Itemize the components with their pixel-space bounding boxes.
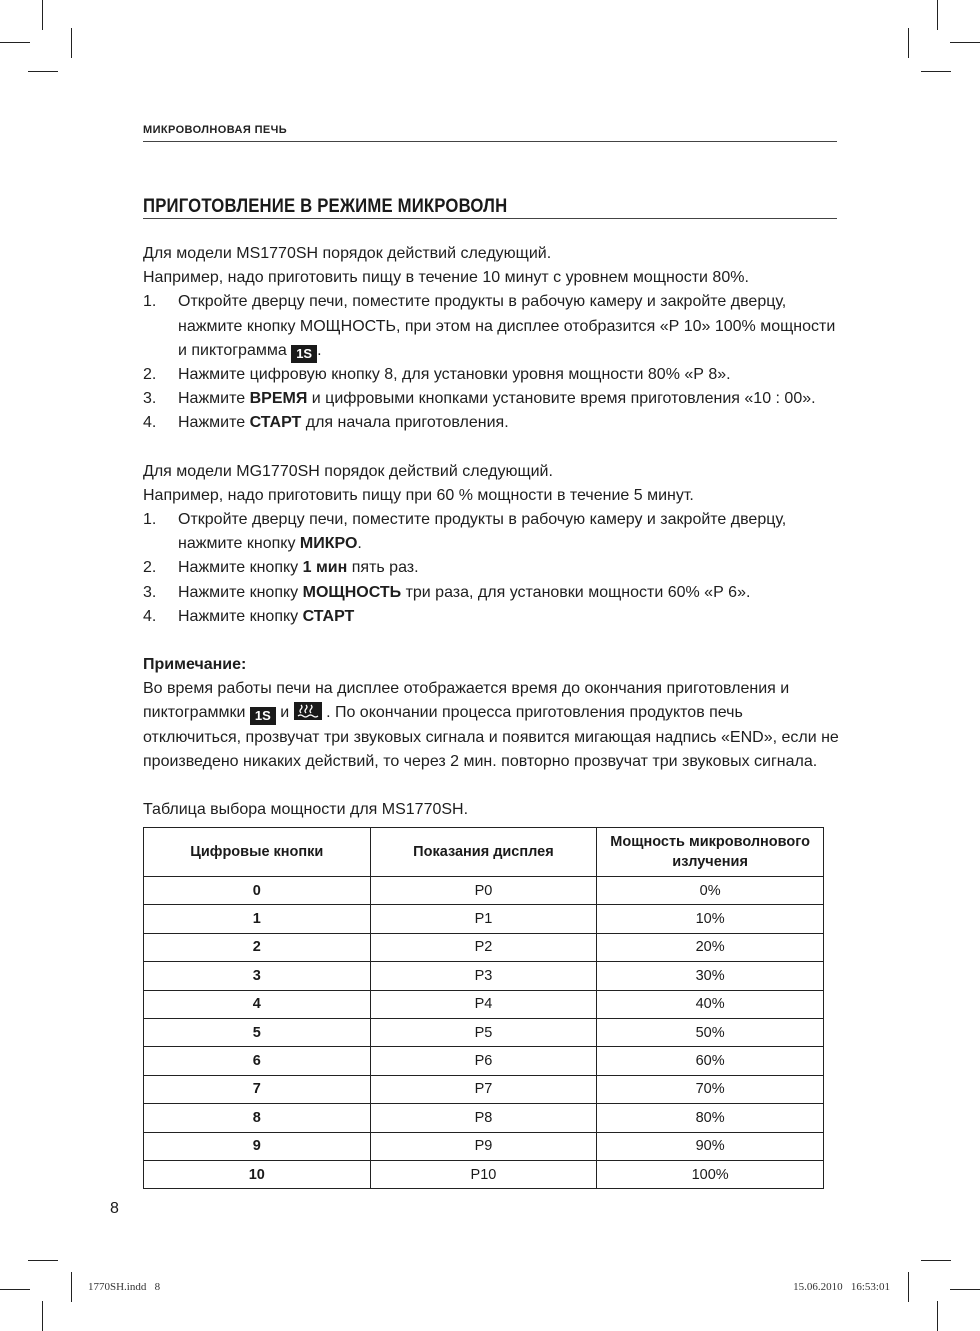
cell-button: 5 xyxy=(144,1018,371,1046)
header-rule xyxy=(143,141,837,142)
cell-power: 70% xyxy=(597,1075,824,1103)
step-text: Нажмите ВРЕМЯ и цифровыми кнопками установите время приготовления «10 : 00». xyxy=(178,390,816,408)
step-text: Откройте дверцу печи, поместите продукты в рабочую камеру и закройте дверцу, xyxy=(178,511,787,529)
table-row xyxy=(144,877,824,905)
step-number: 2. xyxy=(143,559,157,577)
ms-steps xyxy=(143,290,843,435)
step-text: нажмите кнопку МИКРО. xyxy=(178,535,362,553)
step-number: 1. xyxy=(143,511,157,529)
cell-display: P9 xyxy=(370,1132,597,1160)
cell-display: P2 xyxy=(370,933,597,961)
crop-mark xyxy=(950,42,980,43)
header-display: Показания дисплея xyxy=(370,828,597,877)
step-text: Нажмите кнопку 1 мин пять раз. xyxy=(178,559,419,577)
cell-button: 9 xyxy=(144,1132,371,1160)
ms-step-3 xyxy=(143,387,843,411)
cell-display: P6 xyxy=(370,1047,597,1075)
step-text: нажмите кнопку МОЩНОСТЬ, при этом на дисплее отобразится «Р 10» 100% мощности xyxy=(178,317,836,335)
cell-button: 3 xyxy=(144,962,371,990)
ms-step-2 xyxy=(143,363,843,387)
table-row xyxy=(144,1018,824,1046)
table-row xyxy=(144,1160,824,1188)
mg-step-3 xyxy=(143,581,843,605)
cell-power: 10% xyxy=(597,905,824,933)
cell-power: 20% xyxy=(597,933,824,961)
crop-mark xyxy=(28,71,58,72)
slug-file: 1770SH.indd 8 xyxy=(88,1281,161,1293)
mg-step-1 xyxy=(143,508,843,556)
cell-button: 7 xyxy=(144,1075,371,1103)
table-row xyxy=(144,905,824,933)
step-text: Нажмите кнопку СТАРТ xyxy=(178,607,355,625)
step-number: 2. xyxy=(143,366,157,384)
cell-display: P1 xyxy=(370,905,597,933)
microwave-waves-icon xyxy=(294,702,322,720)
cell-power: 90% xyxy=(597,1132,824,1160)
table-caption: Таблица выбора мощности для MS1770SH. xyxy=(143,801,469,819)
mg-intro: Для модели MG1770SH порядок действий следующий. xyxy=(143,462,553,480)
cell-power: 60% xyxy=(597,1047,824,1075)
table-row xyxy=(144,1132,824,1160)
ms-step-1 xyxy=(143,290,843,363)
cell-button: 0 xyxy=(144,877,371,905)
table-row xyxy=(144,933,824,961)
cell-power: 30% xyxy=(597,962,824,990)
one-s-icon: 1S xyxy=(250,707,276,725)
note-line: отключиться, прозвучат три звуковых сигнала и появится мигающая надпись «END», если не xyxy=(143,728,839,746)
crop-mark xyxy=(71,28,72,58)
one-s-icon: 1S xyxy=(291,345,317,363)
crop-mark xyxy=(921,71,951,72)
crop-mark xyxy=(908,28,909,58)
table-row xyxy=(144,962,824,990)
crop-mark xyxy=(71,1272,72,1302)
cell-power: 50% xyxy=(597,1018,824,1046)
step-text: и пиктограмма 1S . xyxy=(178,341,322,361)
step-text: Нажмите цифровую кнопку 8, для установки уровня мощности 80% «Р 8». xyxy=(178,366,731,384)
ms-step-4 xyxy=(143,411,843,435)
table-row xyxy=(144,1104,824,1132)
running-title: МИКРОВОЛНОВАЯ ПЕЧЬ xyxy=(143,124,288,136)
crop-mark xyxy=(921,1260,951,1261)
cell-display: P5 xyxy=(370,1018,597,1046)
table-row xyxy=(144,1047,824,1075)
step-number: 4. xyxy=(143,607,157,625)
step-number: 3. xyxy=(143,390,157,408)
mg-step-4 xyxy=(143,605,843,629)
page-number: 8 xyxy=(110,1200,119,1217)
step-text: Откройте дверцу печи, поместите продукты в рабочую камеру и закройте дверцу, xyxy=(178,293,787,311)
crop-mark xyxy=(937,1301,938,1331)
crop-mark xyxy=(0,42,30,43)
note-line: произведено никаких действий, то через 2 мин. повторно прозвучат три звуковых сигнала. xyxy=(143,752,818,770)
step-number: 1. xyxy=(143,293,157,311)
note-line: Во время работы печи на дисплее отображается время до окончания приготовления и xyxy=(143,680,790,698)
instructions xyxy=(143,242,843,822)
mg-example: Например, надо приготовить пищу при 60 % мощности в течение 5 минут. xyxy=(143,486,694,504)
cell-display: P0 xyxy=(370,877,597,905)
crop-mark xyxy=(42,0,43,30)
note-title: Примечание: xyxy=(143,656,247,674)
cell-button: 4 xyxy=(144,990,371,1018)
crop-mark xyxy=(0,1289,30,1290)
step-number: 4. xyxy=(143,414,157,432)
cell-display: P4 xyxy=(370,990,597,1018)
cell-button: 1 xyxy=(144,905,371,933)
cell-button: 8 xyxy=(144,1104,371,1132)
cell-display: P10 xyxy=(370,1160,597,1188)
cell-display: P8 xyxy=(370,1104,597,1132)
mg-step-2 xyxy=(143,556,843,580)
cell-power: 40% xyxy=(597,990,824,1018)
cell-power: 80% xyxy=(597,1104,824,1132)
cell-display: P7 xyxy=(370,1075,597,1103)
crop-mark xyxy=(908,1272,909,1302)
step-text: Нажмите кнопку МОЩНОСТЬ три раза, для установки мощности 60% «Р 6». xyxy=(178,583,751,601)
cell-power: 0% xyxy=(597,877,824,905)
cell-power: 100% xyxy=(597,1160,824,1188)
table-row xyxy=(144,990,824,1018)
table-row xyxy=(144,1075,824,1103)
table-header-row xyxy=(144,828,824,877)
crop-mark xyxy=(28,1260,58,1261)
mg-steps xyxy=(143,508,843,629)
section-title: ПРИГОТОВЛЕНИЕ В РЕЖИМЕ МИКРОВОЛН xyxy=(143,196,508,217)
cell-button: 10 xyxy=(144,1160,371,1188)
ms-intro: Для модели MS1770SH порядок действий следующий. xyxy=(143,245,552,262)
ms-example: Например, надо приготовить пищу в течение 10 минут с уровнем мощности 80%. xyxy=(143,269,749,287)
cell-display: P3 xyxy=(370,962,597,990)
section-rule xyxy=(143,218,837,219)
cell-button: 6 xyxy=(144,1047,371,1075)
header-power: Мощность микроволнового излучения xyxy=(597,828,824,877)
crop-mark xyxy=(950,1289,980,1290)
header-buttons: Цифровые кнопки xyxy=(144,828,371,877)
cell-button: 2 xyxy=(144,933,371,961)
step-number: 3. xyxy=(143,583,157,601)
note-line: пиктограммки 1S и . По окончании процесса приготовления продуктов печь xyxy=(143,704,743,724)
crop-mark xyxy=(937,0,938,30)
power-table xyxy=(143,827,824,1189)
slug-date: 15.06.2010 16:53:01 xyxy=(793,1281,890,1293)
crop-mark xyxy=(42,1301,43,1331)
step-text: Нажмите СТАРТ для начала приготовления. xyxy=(178,414,509,432)
